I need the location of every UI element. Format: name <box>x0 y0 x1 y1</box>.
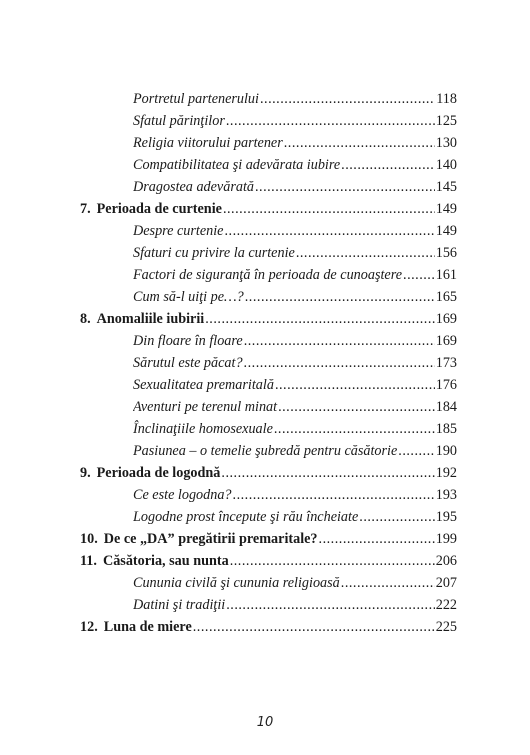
toc-entry-title: Factori de siguranţă în perioada de cunoaştere <box>133 267 403 283</box>
toc-page-number: 185 <box>435 421 457 437</box>
toc-page-number: 149 <box>435 201 457 217</box>
toc-page-number: 130 <box>435 135 457 151</box>
toc-entry-title: Căsătoria, sau nunta <box>102 553 229 569</box>
dot-leader <box>226 110 435 132</box>
toc-page-number: 222 <box>435 597 457 613</box>
dot-leader <box>244 330 435 352</box>
dot-leader <box>245 286 435 308</box>
toc-entry-title: Din floare în floare <box>133 333 243 349</box>
dot-leader <box>233 484 435 506</box>
dot-leader <box>244 352 435 374</box>
dot-leader <box>398 440 434 462</box>
dot-leader <box>403 264 435 286</box>
dot-leader <box>221 462 434 484</box>
toc-chapter-number: 12. <box>80 619 98 635</box>
toc-page-number: 190 <box>435 443 457 459</box>
toc-page-number: 161 <box>435 267 457 283</box>
toc-entry-title: Sfaturi cu privire la curtenie <box>133 245 295 261</box>
toc-page-number: 118 <box>436 91 457 107</box>
dot-leader <box>274 418 435 440</box>
toc-page-number: 165 <box>435 289 457 305</box>
toc-entry-title: Perioada de curtenie <box>96 201 222 217</box>
toc-subentry <box>133 572 457 594</box>
dot-leader <box>359 506 434 528</box>
toc-page-number: 125 <box>435 113 457 129</box>
toc-entry-title: Cununia civilă şi cununia religioasă <box>133 575 340 591</box>
toc-subentry <box>133 440 457 462</box>
toc-subentry <box>133 242 457 264</box>
toc-page-number: 225 <box>435 619 457 635</box>
toc-entry-title: Sărutul este păcat? <box>133 355 243 371</box>
toc-subentry <box>133 176 457 198</box>
toc-chapter-entry <box>80 462 457 484</box>
toc-entry-title: Datini şi tradiţii <box>133 597 226 613</box>
toc-subentry <box>133 88 457 110</box>
dot-leader <box>193 616 435 638</box>
dot-leader <box>278 396 435 418</box>
toc-entry-title: Aventuri pe terenul minat <box>133 399 278 415</box>
toc-entry-title: Compatibilitatea şi adevărata iubire <box>133 157 341 173</box>
toc-subentry <box>133 374 457 396</box>
toc-subentry <box>133 154 457 176</box>
dot-leader <box>230 550 435 572</box>
toc-entry-title: Sexualitatea premaritală <box>133 377 274 393</box>
toc-chapter-number: 9. <box>80 465 91 481</box>
toc-page-number: 207 <box>435 575 457 591</box>
toc-subentry <box>133 418 457 440</box>
toc-chapter-entry <box>80 550 457 572</box>
toc-entry-title: Despre curtenie <box>133 223 224 239</box>
toc-subentry <box>133 220 457 242</box>
toc-subentry <box>133 352 457 374</box>
toc-entry-title: Religia viitorului partener <box>133 135 283 151</box>
toc-entry-title: Perioada de logodnă <box>96 465 221 481</box>
toc-entry-title: Anomaliile iubirii <box>96 311 205 327</box>
toc-chapter-number: 7. <box>80 201 91 217</box>
toc-entry-title: De ce „DA” pregătirii premaritale? <box>103 531 318 547</box>
toc-entry-title: Luna de miere <box>103 619 192 635</box>
toc-entry-title: Cum să-l uiţi pe…? <box>133 289 244 305</box>
toc-entry-title: Dragostea adevărată <box>133 179 254 195</box>
toc-subentry <box>133 330 457 352</box>
toc-chapter-entry <box>80 198 457 220</box>
dot-leader <box>296 242 435 264</box>
toc-subentry <box>133 286 457 308</box>
toc-page-number: 199 <box>435 531 457 547</box>
dot-leader <box>226 594 434 616</box>
dot-leader <box>224 220 434 242</box>
toc-entry-title: Pasiunea – o temelie şubredă pentru căsătorie <box>133 443 398 459</box>
dot-leader <box>255 176 435 198</box>
toc-subentry <box>133 506 457 528</box>
toc-page-number: 192 <box>435 465 457 481</box>
toc-entry-title: Ce este logodna? <box>133 487 232 503</box>
toc-page-number: 173 <box>435 355 457 371</box>
toc-entry-title: Portretul partenerului <box>133 91 259 107</box>
dot-leader <box>319 528 435 550</box>
toc-page-number: 195 <box>435 509 457 525</box>
dot-leader <box>205 308 434 330</box>
toc-entry-title: Înclinaţiile homosexuale <box>133 421 273 437</box>
toc-page-number: 176 <box>435 377 457 393</box>
toc-chapter-entry <box>80 308 457 330</box>
dot-leader <box>284 132 435 154</box>
dot-leader <box>275 374 435 396</box>
toc-subentry <box>133 132 457 154</box>
toc-entry-title: Sfatul părinţilor <box>133 113 225 129</box>
toc-page-number: 169 <box>435 311 457 327</box>
toc-subentry <box>133 264 457 286</box>
toc-chapter-number: 11. <box>80 553 97 569</box>
dot-leader <box>341 154 435 176</box>
toc-page-number: 145 <box>435 179 457 195</box>
toc-chapter-entry <box>80 616 457 638</box>
toc-page-number: 140 <box>435 157 457 173</box>
dot-leader <box>260 88 435 110</box>
toc-entry-title: Logodne prost începute şi rău încheiate <box>133 509 359 525</box>
toc-chapter-number: 10. <box>80 531 98 547</box>
toc-subentry <box>133 396 457 418</box>
toc-subentry <box>133 110 457 132</box>
toc-page-number: 169 <box>435 333 457 349</box>
dot-leader <box>341 572 435 594</box>
toc-page-number: 156 <box>435 245 457 261</box>
toc-page-number: 193 <box>435 487 457 503</box>
toc-chapter-entry <box>80 528 457 550</box>
toc-subentry <box>133 594 457 616</box>
page-number: 10 <box>256 715 274 730</box>
toc-chapter-number: 8. <box>80 311 91 327</box>
toc-page-number: 184 <box>435 399 457 415</box>
toc-subentry <box>133 484 457 506</box>
toc-page-number: 206 <box>435 553 457 569</box>
dot-leader <box>223 198 435 220</box>
toc-page-number: 149 <box>435 223 457 239</box>
